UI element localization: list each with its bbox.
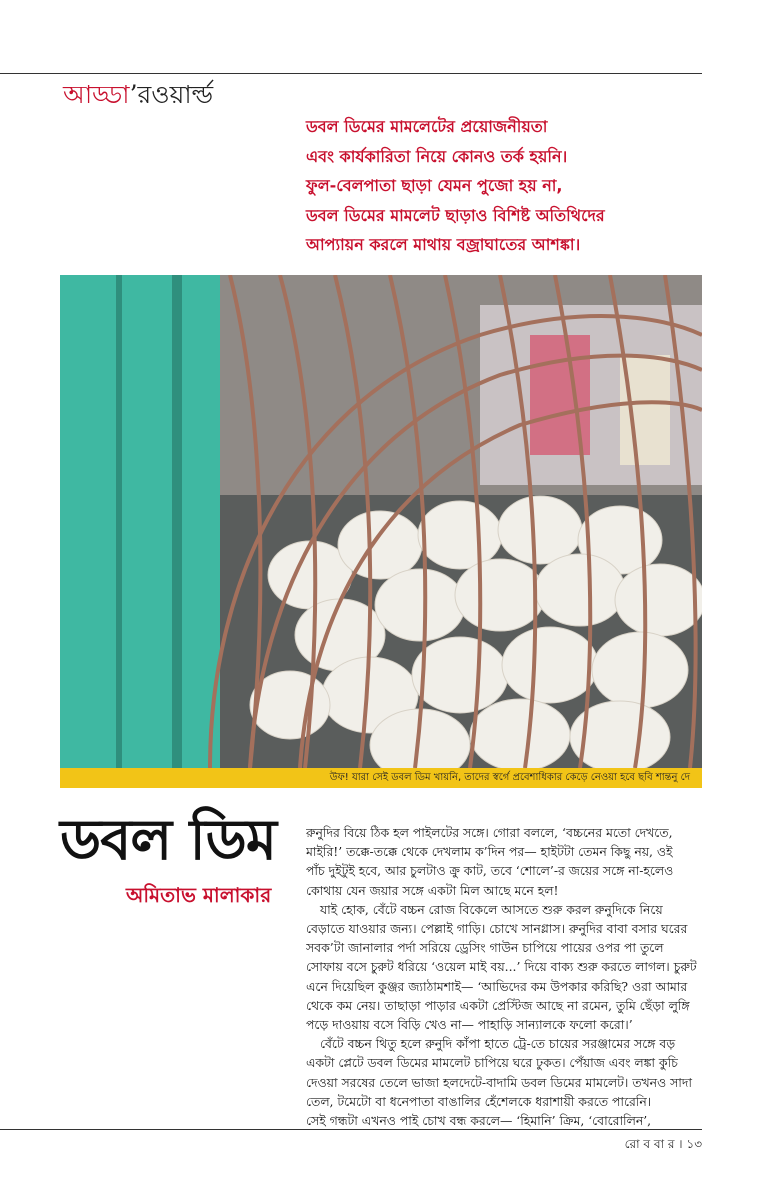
body-line: রুনুদির বিয়ে ঠিক হল পাইলটের সঙ্গে। গোরা বললে, ‘বচ্চনের মতো দেখতে, <box>306 825 673 840</box>
body-line: পাঁচ দুইটুই হবে, আর চুলটাও ক্রু কাট, তবে ‘শোলে’-র জয়ের সঙ্গে না-হলেও <box>306 863 674 879</box>
section-label <box>63 80 213 110</box>
article-headline: ডবল ডিম <box>60 808 276 873</box>
body-line: বেঁটে বচ্চন থিতু হলে রুনুদি কাঁপা হাতে ট্রে-তে চায়ের সরঞ্জামের সঙ্গে বড় <box>320 1036 676 1052</box>
bottom-rule <box>0 1129 702 1130</box>
body-line: পড়ে দাওয়ায় বসে বিড়ি খেও না— পাহাড়ি সান্যালকে ফলো করো।’ <box>306 1017 633 1033</box>
body-line: যাই হোক, বেঁটে বচ্চন রোজ বিকেলে আসতে শুরু করল রুনুদিকে নিয়ে <box>320 901 663 917</box>
egg-basket-photo <box>60 275 702 768</box>
section-label-part2: ’রওয়ার্ল্ড <box>129 80 214 109</box>
body-line: সোফায় বসে চুরুট ধরিয়ে ‘ওয়েল মাই বয়...’ দিয়ে বাক্য শুরু করতে লাগল। চুরুট <box>306 959 697 975</box>
body-line: সবক’টা জানালার পর্দা সরিয়ে ড্রেসিং গাউন চাপিয়ে পায়ের ওপর পা তুলে <box>306 940 664 956</box>
pull-quote-line: ফুল-বেলপাতা ছাড়া যেমন পুজো হয় না, <box>306 176 563 195</box>
article-body <box>306 823 702 1130</box>
pillar-groove <box>116 275 122 768</box>
pull-quote-line: এবং কার্যকারিতা নিয়ে কোনও তর্ক হয়নি। <box>306 146 568 166</box>
top-rule <box>0 73 702 74</box>
body-line: এনে দিয়েছিল কুঞ্জর জ্যাঠামশাই— ‘আভিদের কম উপকার করিছি? ওরা আমার <box>306 978 688 994</box>
green-pillar <box>60 275 220 768</box>
body-line: কোথায় যেন জয়ার সঙ্গে একটা মিল আছে মনে হল! <box>306 882 559 898</box>
pull-quote-line: আপ্যায়ন করলে মাথায় বজ্রাঘাতের আশঙ্কা। <box>306 235 581 254</box>
pillar-groove <box>172 275 182 768</box>
body-line: থেকে কম নেয়। তাছাড়া পাড়ার একটা প্রেস্টিজ আছে না রমেন, তুমি ছেঁড়া লুঙ্গি <box>306 997 690 1013</box>
pull-quote <box>306 112 706 260</box>
photo-caption: উফ! যারা সেই ডবল ডিম খায়নি, তাদের স্বর্গে প্রবেশাধিকার কেড়ে নেওয়া হবে ছবি শান্তনু দে <box>60 768 702 788</box>
body-line: বেড়াতে যাওয়ার জন্য। পেল্লাই গাড়ি। চোখে সানগ্লাস। রুনুদির বাবা বসার ঘরের <box>306 921 688 937</box>
body-line: মাইরি!’ তক্কে-তক্কে থেকে দেখলাম ক’দিন পর— হাইটটা তেমন কিছু নয়, ওই <box>306 844 673 860</box>
pull-quote-line: ডবল ডিমের মামলেট ছাড়াও বিশিষ্ট অতিথিদের <box>306 205 605 225</box>
page-folio: রো ব বা র । ১৩ <box>624 1137 702 1151</box>
body-line: একটা প্লেটে ডবল ডিমের মামলেট চাপিয়ে ঘরে ঢুকত। পেঁয়াজ এবং লঙ্কা কুচি <box>306 1055 678 1071</box>
body-line: সেই গন্ধটা এখনও পাই চোখ বন্ধ করলে— ‘হিমানি’ ক্রিম, ‘বোরোলিন’, <box>306 1113 652 1129</box>
section-label-part1: আড্ডা <box>63 80 130 109</box>
article-byline: অমিতাভ মালাকার <box>126 883 272 907</box>
body-line: দেওয়া সরষের তেলে ভাজা হলদেটে-বাদামি ডবল ডিমের মামলেট। তখনও সাদা <box>306 1074 692 1090</box>
article-photo <box>60 275 702 768</box>
pull-quote-line: ডবল ডিমের মামলেটের প্রয়োজনীয়তা <box>306 117 548 136</box>
body-line: তেল, টমেটো বা ধনেপাতা বাঙালির হেঁশেলকে ধরাশায়ী করতে পারেনি। <box>306 1093 652 1109</box>
